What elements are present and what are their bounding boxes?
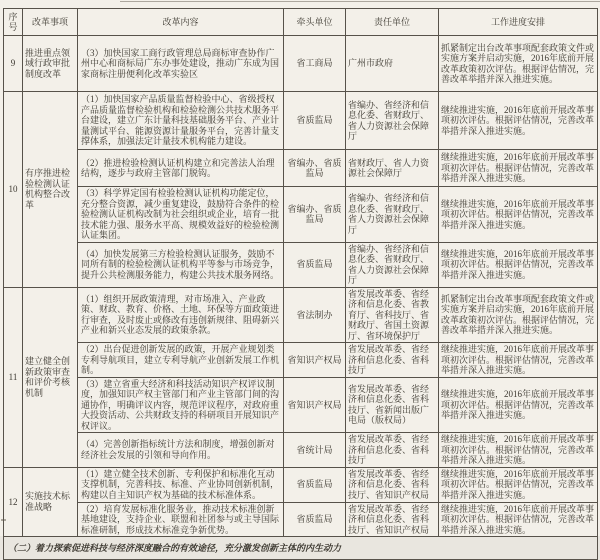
lead-unit-cell: 省质监局 <box>284 467 346 502</box>
table-row <box>4 242 598 287</box>
progress-cell: 继续推进实施，2016年底前开展改革事项初次评估。根据评估情况，完善改革举措并深入推进实施。 <box>439 92 598 150</box>
section-divider-title: （二）着力探索促进科技与经济深度融合的有效途径，充分激发创新主体的内生动力 <box>4 537 598 560</box>
serial-cell: 9 <box>4 36 23 92</box>
reform-content-cell: （3）科学界定国有检验检测认证机构功能定位，充分整合资源，减少重复建设，鼓励符合条件的检验检测认证机构改制为社会组织或企业，培育一批技术能力强、服务水平高、规模效益好的检验检测认证集团。 <box>78 187 284 243</box>
reform-item-cell: 有序推进检验检测认证机构整合改革 <box>23 92 78 288</box>
reform-content-cell: （1）加快国家产品质量监督检验中心、省级授权产品质量监督检验机构和检验检测公共技术服务平台建设，建立广东计量科技基础服务平台、产业计量测试平台、能源资源计量服务平台，完善计量支撑体系，加强法定计量技术机构能力建设。 <box>78 92 284 150</box>
header-responsible-unit: 责任单位 <box>346 9 439 36</box>
header-progress: 工作进度安排 <box>439 9 598 36</box>
responsible-unit-cell: 省财政厅、省人力资源社会保障厅 <box>346 150 439 187</box>
table-row <box>4 92 598 150</box>
table-row <box>4 343 598 378</box>
lead-unit-cell: 省统计局 <box>284 433 346 468</box>
progress-cell: 抓紧制定出台改革事项配套政策文件或实施方案并启动实施，2016年底前开展改革政策初次评估。根据评估情况，完善改革举措并深入推进实施。 <box>439 287 598 343</box>
progress-cell: 抓紧制定出台改革事项配套政策文件或实施方案并启动实施，2016年底前开展改革政策初次评估。根据评估情况，完善改革举措并深入推进实施。 <box>439 36 598 92</box>
reform-content-cell: （3）加快国家工商行政管理总局商标审查协作广州中心和商标局广东办事处建设，推动广东成为国家商标注册便利化改革实验区 <box>78 36 284 92</box>
responsible-unit-cell: 省编办、省经济和信息化委、省财政厅、省人力资源社会保障厅 <box>346 242 439 287</box>
lead-unit-cell: 省法制办 <box>284 287 346 343</box>
reform-content-cell: （1）组织开展政策清理，对市场准入、产业政策、财政、教育、价格、土地、环保等方面政策进行审查，及时废止或修改有违创新规律、阻碍新兴产业和新兴业态发展的政策条款。 <box>78 287 284 343</box>
progress-cell: 继续推进实施，2016年底前开展改革事项初次评估。根据评估情况，完善改革举措并深入推进实施。 <box>439 433 598 468</box>
table-row <box>4 467 598 502</box>
lead-unit-cell: 省工商局 <box>284 36 346 92</box>
responsible-unit-cell: 省发展改革委、省经济和信息化委、省科技厅 <box>346 433 439 468</box>
serial-cell: 12 <box>4 467 23 537</box>
lead-unit-cell: 省质监局 <box>284 242 346 287</box>
reform-content-cell: （4）加快发展第三方检验检测认证服务，鼓励不同所有制的检验检测认证机构平等参与市场竞争，提升公共检测服务能力，构建公共技术服务网络。 <box>78 242 284 287</box>
reform-item-cell: 实施技术标准战略 <box>23 467 78 537</box>
progress-cell: 继续推进实施，2016年底前开展改革事项初次评估。根据评估情况，完善改革举措并深入推进实施。 <box>439 377 598 433</box>
responsible-unit-cell: 省编办、省经济和信息化委、省财政厅、省人力资源社会保障厅 <box>346 187 439 243</box>
section-divider-row <box>4 537 598 560</box>
responsible-unit-cell: 省发展改革委、省经济和信息化委、省教育厅、省科技厅、省财政厅、省国土资源厅、省环境保护厅 <box>346 287 439 343</box>
reform-item-cell: 推进重点领域行政审批制度改革 <box>23 36 78 92</box>
reform-content-cell: （4）完善创新指标统计方法和制度，增强创新对经济社会发展的引领和导向作用。 <box>78 433 284 468</box>
reform-content-cell: （3）建立省重大经济和科技活动知识产权评议制度，加强知识产权主管部门和产业主管部门间的沟通协作，明确评议内容，规范评议程序，对政府重大投资活动、公共财政支持的科研项目开展知识产权评议。 <box>78 377 284 433</box>
scan-artifact-line <box>120 1 600 2</box>
progress-cell: 继续推进实施，2016年底前开展改革事项初次评估。根据评估情况，完善改革举措并深入推进实施。 <box>439 502 598 537</box>
serial-cell: 11 <box>4 287 23 467</box>
reform-schedule-table <box>3 8 598 560</box>
responsible-unit-cell: 省发展改革委、省经济和信息化委、省科技厅、省新闻出版广电局（版权局） <box>346 377 439 433</box>
lead-unit-cell: 省质监局 <box>284 502 346 537</box>
responsible-unit-cell: 省发展改革委、省经济和信息化委、省科技厅、省知识产权局 <box>346 467 439 502</box>
lead-unit-cell: 省知识产权局 <box>284 343 346 378</box>
responsible-unit-cell: 省发展改革委、省经济和信息化委、省科技厅 <box>346 343 439 378</box>
responsible-unit-cell: 省发展改革委、省经济和信息化委、省科技厅、省知识产权局 <box>346 502 439 537</box>
header-reform-content: 改革内容 <box>78 9 284 36</box>
table-row <box>4 502 598 537</box>
header-lead-unit: 牵头单位 <box>284 9 346 36</box>
header-reform-item: 改革事项 <box>23 9 78 36</box>
table-row <box>4 150 598 187</box>
table-row <box>4 287 598 343</box>
progress-cell: 继续推进实施，2016年底前开展改革事项初次评估。根据评估情况，完善改革举措并深入推进实施。 <box>439 242 598 287</box>
progress-cell: 继续推进实施，2016年底前开展改革事项初次评估。根据评估情况，完善改革举措并深入推进实施。 <box>439 343 598 378</box>
progress-cell: 继续推进实施，2016年底前开展改革事项初次评估。根据评估情况，完善改革举措并深入推进实施。 <box>439 187 598 243</box>
serial-cell: 10 <box>4 92 23 288</box>
header-row <box>4 9 598 36</box>
table-row <box>4 377 598 433</box>
lead-unit-cell: 省编办、省质监局 <box>284 187 346 243</box>
reform-content-cell: （2）出台促进创新发展的政策，开展产业规划类专利导航项目，建立专利导航产业创新发展工作机制。 <box>78 343 284 378</box>
reform-content-cell: （2）培育发展标准化服务业，推动技术标准创新基地建设，支持企业、联盟和社团参与或主导国际标准研制，形成技术标准竞争新优势。 <box>78 502 284 537</box>
responsible-unit-cell: 广州市政府 <box>346 36 439 92</box>
table-row <box>4 433 598 468</box>
header-serial: 序号 <box>4 9 23 36</box>
reform-content-cell: （2）推进检验检测认证机构建立和完善法人治理结构，逐步与政府主管部门脱钩。 <box>78 150 284 187</box>
responsible-unit-cell: 省编办、省经济和信息化委、省财政厅、省人力资源社会保障厅 <box>346 92 439 150</box>
table-row <box>4 187 598 243</box>
lead-unit-cell: 省质监局 <box>284 92 346 150</box>
reform-item-cell: 建立健全创新政策审查和评价考核机制 <box>23 287 78 467</box>
progress-cell: 继续推进实施，2016年底前开展改革事项初次评估。根据评估情况，完善改革举措并深入推进实施。 <box>439 150 598 187</box>
lead-unit-cell: 省知识产权局 <box>284 377 346 433</box>
progress-cell: 继续推进实施，2016年底前开展改革事项初次评估。根据评估情况，完善改革举措并深入推进实施。 <box>439 467 598 502</box>
table-row <box>4 36 598 92</box>
lead-unit-cell: 省编办、省质监局 <box>284 150 346 187</box>
reform-content-cell: （1）建立健全技术创新、专利保护和标准化互动支撑机制，完善科技、标准、产业协同创新机制，构建以自主知识产权为基础的技术标准体系。 <box>78 467 284 502</box>
